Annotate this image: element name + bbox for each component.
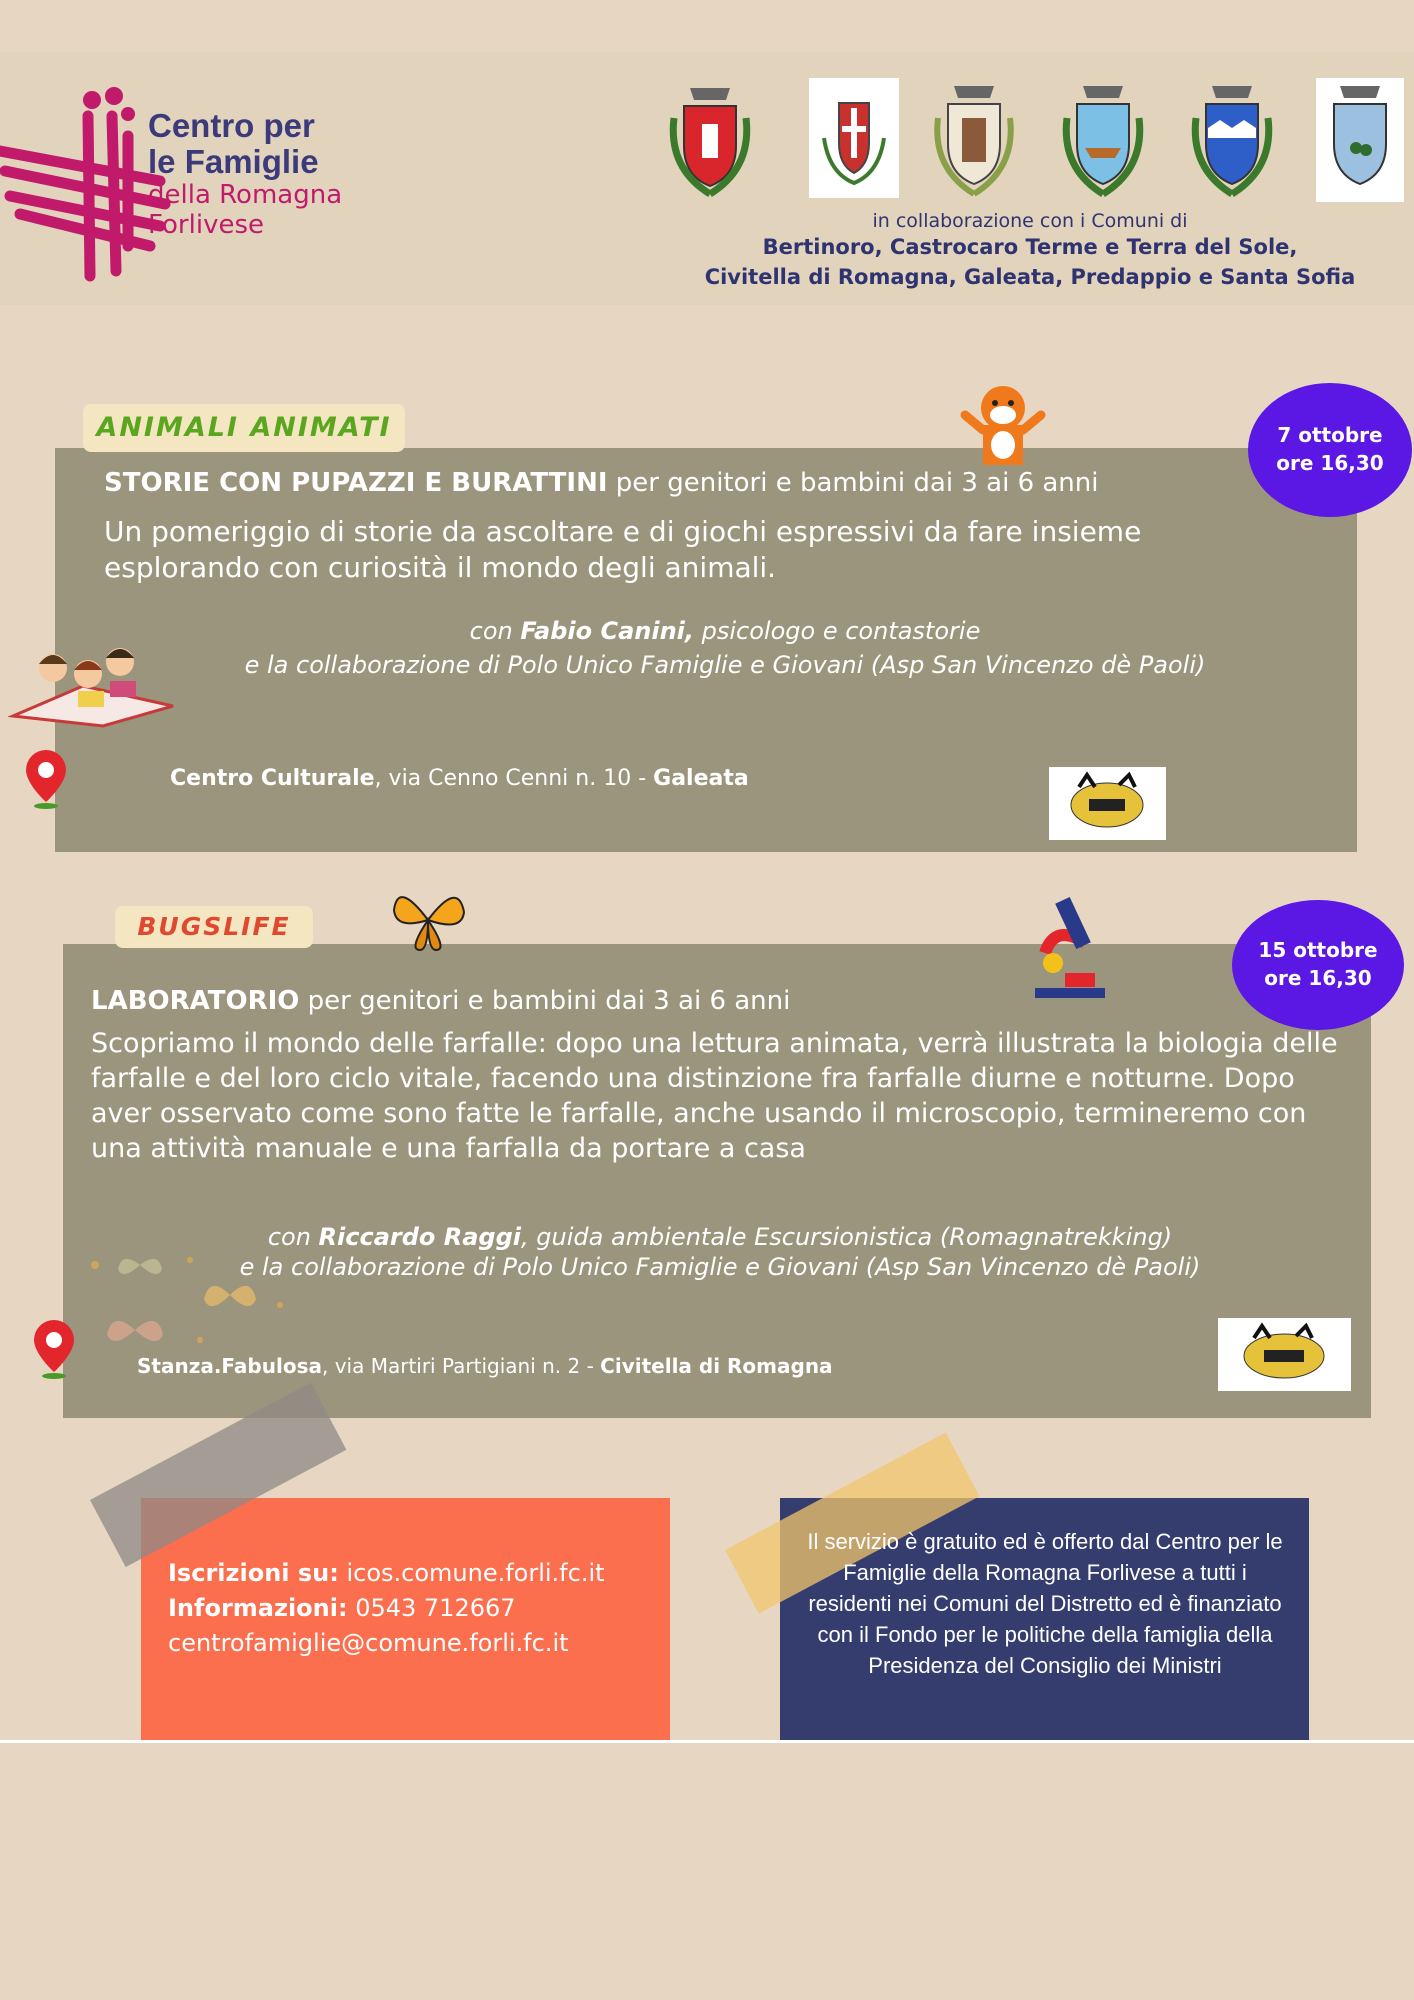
predappio-crest-icon [1186, 78, 1278, 200]
event-1-credit-prefix: con [469, 617, 521, 645]
event-2-town: Civitella di Romagna [600, 1354, 833, 1378]
location-pin-icon [22, 748, 70, 810]
event-2-subtitle-bold: LABORATORIO [91, 986, 300, 1016]
civitella-crest-icon [928, 78, 1020, 200]
municipal-crests [664, 78, 1404, 203]
event-2-date: 15 ottobre [1258, 938, 1378, 962]
info-line [168, 1591, 605, 1626]
event-2-subtitle [91, 986, 790, 1016]
event-1-time: ore 16,30 [1276, 451, 1384, 475]
logo-line-4: Forlivese [148, 210, 264, 240]
event-1-date-badge [1248, 383, 1412, 517]
butterfly-icon [388, 884, 468, 956]
event-2-tag: BUGSLIFE [115, 906, 313, 948]
galeata-crest-icon [1057, 78, 1149, 200]
event-2-credit-role: , guida ambientale Escursionistica (Romagnatrekking) [521, 1223, 1173, 1251]
santa-sofia-crest-icon [1316, 78, 1404, 202]
collaboration-intro: in collaborazione con i Comuni di [872, 210, 1188, 232]
event-2-street: , via Martiri Partigiani n. 2 - [321, 1354, 601, 1378]
event-1-credit-role: psicologo e contastorie [694, 617, 981, 645]
polo-unico-logo-icon [1049, 767, 1166, 840]
event-2-collab: e la collaborazione di Polo Unico Famiglie e Giovani (Asp San Vincenzo dè Paoli) [239, 1253, 1201, 1281]
event-1-address [170, 766, 749, 791]
event-1-collab: e la collaborazione di Polo Unico Famiglie e Giovani (Asp San Vincenzo dè Paoli) [244, 651, 1206, 679]
event-1-subtitle-bold: STORIE CON PUPAZZI E BURATTINI [104, 468, 608, 498]
logo-line-2: le Famiglie [148, 143, 319, 180]
event-1-credit [110, 614, 1340, 682]
event-1-town: Galeata [653, 766, 749, 791]
event-2-subtitle-rest: per genitori e bambini dai 3 ai 6 anni [299, 986, 791, 1016]
family-center-logo-text [148, 108, 342, 240]
logo-line-1: Centro per [148, 107, 315, 144]
event-1-subtitle [104, 468, 1099, 498]
polo-unico-logo-1 [1049, 767, 1166, 840]
event-2-venue: Stanza.Fabulosa [137, 1354, 322, 1378]
event-1-date: 7 ottobre [1277, 423, 1383, 447]
logo-line-3: della Romagna [148, 180, 343, 210]
santa-sofia-crest-frame [1316, 78, 1404, 202]
municipalities-line-1: Bertinoro, Castrocaro Terme e Terra del Sole, [762, 235, 1298, 259]
event-1-subtitle-rest: per genitori e bambini dai 3 ai 6 anni [607, 468, 1099, 498]
event-2-date-badge [1232, 900, 1404, 1030]
event-1-venue: Centro Culturale [170, 766, 375, 791]
registration-link[interactable]: icos.comune.forli.fc.it [338, 1559, 605, 1587]
event-2-credit-prefix: con [267, 1223, 319, 1251]
event-1-description: Un pomeriggio di storie da ascoltare e di giochi espressivi da fare insieme esplorando con curiosità il mondo degli animali. [104, 515, 1142, 584]
polo-unico-logo-2 [1218, 1318, 1351, 1391]
event-1-street: , via Cenno Cenni n. 10 - [374, 766, 654, 791]
registration-label: Iscrizioni su: [168, 1559, 339, 1587]
event-2-description: Scopriamo il mondo delle farfalle: dopo una lettura animata, verrà illustrata la biologia delle farfalle e del loro ciclo vitale, facendo una distinzione fra farfalle diurne e notturne. Dopo aver osservato come sono fatte le farfalle, anche usando il microscopio, termineremo con una attività manuale e una farfalla da portare a casa [91, 1028, 1338, 1164]
event-2-address [137, 1354, 833, 1378]
service-notice-text: Il servizio è gratuito ed è offerto dal Centro per le Famiglie della Romagna Forlivese a tutti i residenti nei Comuni del Distretto ed è finanziato con il Fondo per le politiche della famiglia della Presidenza del Consiglio dei Ministri [807, 1529, 1283, 1678]
municipalities-line-2: Civitella di Romagna, Galeata, Predappio e Santa Sofia [704, 265, 1356, 289]
collaboration-block [660, 210, 1400, 292]
location-pin-icon-2 [30, 1318, 78, 1380]
event-1-tag: ANIMALI ANIMATI [83, 404, 405, 452]
tiger-puppet-icon [958, 380, 1048, 470]
microscope-icon [1025, 893, 1115, 1001]
bottom-divider [0, 1740, 1414, 1743]
registration-line [168, 1556, 605, 1591]
event-1-credit-line [110, 614, 1340, 648]
bertinoro-crest-icon [664, 78, 756, 200]
castrocaro-crest-icon [809, 78, 899, 198]
faded-butterflies-decor-icon [80, 1245, 310, 1365]
polo-unico-logo-icon-2 [1218, 1318, 1351, 1391]
event-2-credit-name: Riccardo Raggi [318, 1223, 522, 1251]
children-reading-icon [8, 636, 178, 731]
registration-info [168, 1556, 605, 1661]
castrocaro-crest-frame [809, 78, 899, 198]
contact-email[interactable]: centrofamiglie@comune.forli.fc.it [168, 1629, 569, 1657]
event-1-credit-name: Fabio Canini, [520, 617, 695, 645]
event-2-time: ore 16,30 [1264, 966, 1372, 990]
info-label: Informazioni: [168, 1594, 348, 1622]
info-phone[interactable]: 0543 712667 [347, 1594, 516, 1622]
